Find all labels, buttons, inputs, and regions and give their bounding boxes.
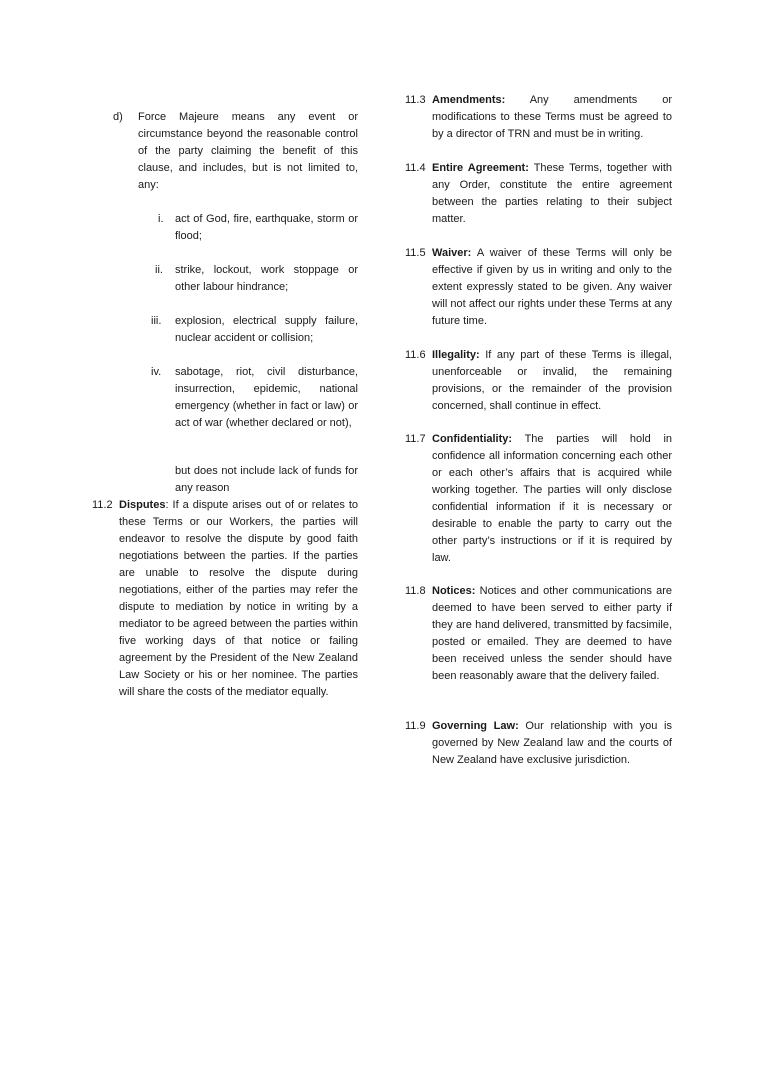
clause-11-4	[405, 160, 672, 228]
sub-item-text: sabotage, riot, civil disturbance, insurrection, epidemic, national emergency (whether in fact or law) or act of war (whether declared or not),	[175, 366, 358, 429]
sub-item-iii	[151, 313, 358, 347]
clause-text: Any amendments or modifications to these Terms must be agreed to by a director of TRN and must be in writing.	[432, 94, 672, 140]
clause-heading: Notices:	[432, 585, 476, 597]
clause-body	[432, 245, 672, 330]
clause-text: A waiver of these Terms will only be effective if given by us in writing and only to the extent expressly stated to be given. Any waiver will not affect our rights under these Terms at any future time.	[432, 247, 672, 327]
clause-heading: Disputes	[119, 499, 166, 511]
clause-heading: Waiver:	[432, 247, 472, 259]
item-text: Force Majeure means any event or circumstance beyond the reasonable control of the party claiming the benefit of this clause, and includes, but is not limited to, any:	[138, 111, 358, 191]
sub-item-ii	[155, 262, 358, 296]
sub-item-iv	[151, 364, 358, 432]
clause-number: 11.9	[405, 720, 426, 732]
clause-number: 11.5	[405, 247, 426, 259]
sub-item-text: strike, lockout, work stoppage or other labour hindrance;	[175, 264, 358, 293]
clause-11-5	[405, 245, 672, 330]
clause-heading: Amendments:	[432, 94, 506, 106]
clause-text: These Terms, together with any Order, constitute the entire agreement between the parties relating to their subject matter.	[432, 162, 672, 225]
clause-11-6	[405, 347, 672, 415]
clause-text: Notices and other communications are deemed to have been served to either party if they are hand delivered, transmitted by facsimile, posted or emailed. They are deemed to have been received unless the sender should have been reasonably aware that the delivery failed.	[432, 585, 672, 682]
clause-body	[432, 431, 672, 567]
clause-number: 11.6	[405, 349, 426, 361]
clause-number: 11.2	[92, 499, 113, 511]
clause-text: If a dispute arises out of or relates to these Terms or our Workers, the parties will endeavor to resolve the dispute by good faith negotiations between the parties. If the parties are unable to resolve the dispute during negotiations, either of the parties may refer the dispute to mediation by notice in writing by a mediator to be agreed between the parties within five working days of that notice or failing agreement by the President of the New Zealand Law Society or his or her nominee. The parties will share the costs of the mediator equally.	[119, 499, 358, 698]
clause-body	[432, 160, 672, 228]
clause-body	[432, 718, 672, 769]
clause-body	[432, 583, 672, 685]
clause-heading: Confidentiality:	[432, 433, 513, 445]
clause-body	[432, 92, 672, 143]
clause-heading: Governing Law:	[432, 720, 519, 732]
clause-body	[432, 347, 672, 415]
clause-number: 11.7	[405, 433, 426, 445]
clause-11-2	[92, 497, 358, 701]
clause-number: 11.8	[405, 585, 426, 597]
sub-item-i	[158, 211, 358, 245]
clause-number: 11.3	[405, 94, 426, 106]
clause-text: Our relationship with you is governed by New Zealand law and the courts of New Zealand have exclusive jurisdiction.	[432, 720, 672, 766]
clause-11-7	[405, 431, 672, 567]
clause-11-9	[405, 718, 672, 769]
item-label: d)	[113, 111, 123, 123]
clause-heading: Entire Agreement:	[432, 162, 529, 174]
clause-text: If any part of these Terms is illegal, unenforceable or invalid, the remaining provisions, or the remainder of the provision concerned, shall continue in effect.	[432, 349, 672, 412]
sub-item-label: i.	[158, 213, 164, 225]
sub-item-label: iii.	[151, 315, 162, 327]
clause-force-majeure	[113, 109, 358, 194]
exclusion-text: but does not include lack of funds for any reason	[175, 465, 358, 494]
sub-item-label: ii.	[155, 264, 163, 276]
clause-11-8	[405, 583, 672, 685]
clause-heading: Illegality:	[432, 349, 480, 361]
sub-item-label: iv.	[151, 366, 162, 378]
clause-number: 11.4	[405, 162, 426, 174]
sub-item-text: explosion, electrical supply failure, nuclear accident or collision;	[175, 315, 358, 344]
clause-body: Disputes: If a dispute arises out of or relates to these Terms or our Workers, the parties will endeavor to resolve the dispute by good faith negotiations between the parties. If the parties are unable to resolve the dispute during negotiations, either of the parties may refer the dispute to mediation by notice in writing by a mediator to be agreed between the parties within five working days of that notice or failing agreement by the President of the New Zealand Law Society or his or her nominee. The parties will share the costs of the mediator equally.	[119, 499, 358, 698]
clause-11-3	[405, 92, 672, 143]
sub-item-text: act of God, fire, earthquake, storm or flood;	[175, 213, 358, 242]
clause-text: The parties will hold in confidence all information concerning each other or each other’s affairs that is acquired while working together. The parties will only disclose confidential information if it is necessary or desirable to enable the party to carry out the other party’s instructions or if it is required by law.	[432, 433, 672, 564]
